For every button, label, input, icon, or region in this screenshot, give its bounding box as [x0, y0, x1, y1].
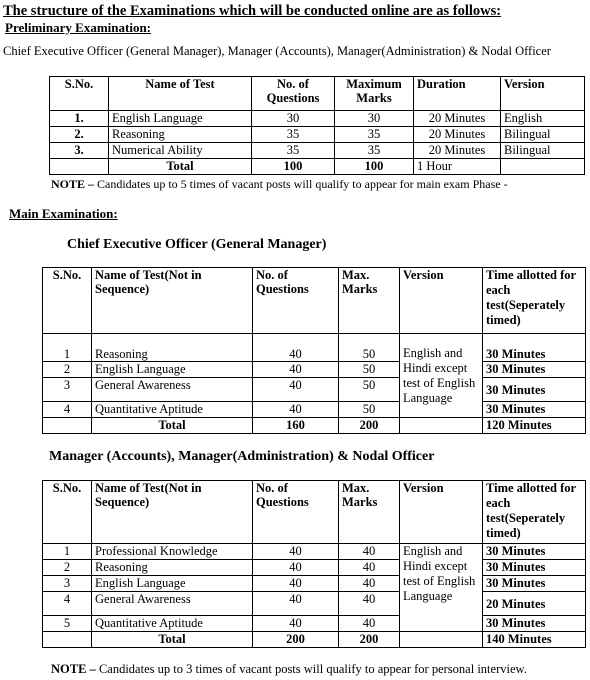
table-total-row: [43, 418, 586, 434]
total-version: [501, 159, 585, 175]
table-row: [43, 334, 586, 362]
row-name: Professional Knowledge: [92, 544, 253, 560]
page-title-text: The structure of the Examinations which will be conducted online are as follows: [3, 3, 497, 19]
row-name: Quantitative Aptitude: [92, 616, 253, 632]
row-duration: 20 Minutes: [414, 127, 501, 143]
total-spacer: [50, 159, 109, 175]
table-total-row: [43, 632, 586, 648]
header-version: Version: [400, 268, 483, 334]
prelim-note-text: Candidates up to 5 times of vacant posts will qualify to appear for main exam Phase -: [94, 177, 508, 191]
row-questions: 40: [253, 592, 339, 616]
row-marks: 50: [339, 362, 400, 378]
table-row: [43, 402, 586, 418]
header-marks: Max. Marks: [339, 481, 400, 544]
prelim-posts: Chief Executive Officer (General Manager), Manager (Accounts), Manager(Administration) & Nodal Officer: [3, 44, 551, 58]
row-time: 30 Minutes: [483, 334, 586, 362]
header-name: Name of Test: [109, 77, 252, 111]
version-cell: English and Hindi except test of English Language: [400, 544, 483, 632]
header-time: Time allotted for each test(Seperately timed): [483, 481, 586, 544]
row-marks: 35: [335, 127, 414, 143]
row-marks: 40: [339, 560, 400, 576]
total-marks: 200: [339, 632, 400, 648]
table-row: [43, 560, 586, 576]
row-questions: 40: [253, 402, 339, 418]
manager-heading: Manager (Accounts), Manager(Administration) & Nodal Officer: [49, 449, 435, 464]
table-header-row: [43, 481, 586, 544]
row-sno: 2.: [50, 127, 109, 143]
row-name: Quantitative Aptitude: [92, 402, 253, 418]
row-name: Numerical Ability: [109, 143, 252, 159]
header-name: Name of Test(Not in Sequence): [92, 268, 253, 334]
row-marks: 40: [339, 616, 400, 632]
row-sno: 1: [43, 544, 92, 560]
row-version: Bilingual: [501, 143, 585, 159]
table-row: [43, 362, 586, 378]
header-version: Version: [400, 481, 483, 544]
table-header-row: [43, 268, 586, 334]
row-sno: 3: [43, 576, 92, 592]
row-time: 30 Minutes: [483, 544, 586, 560]
table-row: [50, 143, 585, 159]
header-sno: S.No.: [43, 481, 92, 544]
main-note-label: NOTE –: [51, 662, 96, 676]
total-label: Total: [109, 159, 252, 175]
row-name: General Awareness: [92, 592, 253, 616]
table-row: [43, 576, 586, 592]
row-sno: 1.: [50, 111, 109, 127]
total-marks: 200: [339, 418, 400, 434]
row-questions: 40: [253, 560, 339, 576]
row-questions: 35: [252, 127, 335, 143]
row-questions: 40: [253, 544, 339, 560]
row-name: English Language: [92, 576, 253, 592]
total-questions: 160: [253, 418, 339, 434]
prelim-note-label: NOTE –: [51, 177, 95, 191]
row-questions: 40: [253, 334, 339, 362]
row-marks: 30: [335, 111, 414, 127]
table-row: [43, 616, 586, 632]
row-time: 30 Minutes: [483, 378, 586, 402]
table-row: [50, 111, 585, 127]
total-spacer: [43, 632, 92, 648]
table-row: [50, 127, 585, 143]
header-questions: No. of Questions: [253, 481, 339, 544]
row-sno: 4: [43, 592, 92, 616]
total-time: 120 Minutes: [483, 418, 586, 434]
total-marks: 100: [335, 159, 414, 175]
row-questions: 40: [253, 362, 339, 378]
row-marks: 35: [335, 143, 414, 159]
total-questions: 100: [252, 159, 335, 175]
row-name: Reasoning: [109, 127, 252, 143]
header-sno: S.No.: [43, 268, 92, 334]
total-time: 140 Minutes: [483, 632, 586, 648]
main-note: [51, 662, 527, 677]
row-sno: 4: [43, 402, 92, 418]
row-sno: 3.: [50, 143, 109, 159]
row-time: 30 Minutes: [483, 576, 586, 592]
header-questions: No. of Questions: [252, 77, 335, 111]
header-questions: No. of Questions: [253, 268, 339, 334]
table-total-row: [50, 159, 585, 175]
row-sno: 3: [43, 378, 92, 402]
row-questions: 40: [253, 616, 339, 632]
row-marks: 50: [339, 378, 400, 402]
header-version: Version: [501, 77, 585, 111]
row-marks: 40: [339, 544, 400, 560]
manager-table: [42, 480, 586, 648]
row-sno: 2: [43, 362, 92, 378]
row-sno: 2: [43, 560, 92, 576]
header-sno: S.No.: [50, 77, 109, 111]
row-marks: 40: [339, 592, 400, 616]
row-time: 30 Minutes: [483, 616, 586, 632]
row-marks: 50: [339, 334, 400, 362]
row-name: Reasoning: [92, 560, 253, 576]
row-name: English Language: [92, 362, 253, 378]
total-spacer: [43, 418, 92, 434]
row-sno: 1: [43, 334, 92, 362]
row-name: English Language: [109, 111, 252, 127]
main-heading: Main Examination:: [9, 206, 118, 221]
prelim-note: [51, 177, 508, 192]
header-marks: Max. Marks: [339, 268, 400, 334]
ceo-table: [42, 267, 586, 434]
row-time: 20 Minutes: [483, 592, 586, 616]
row-name: Reasoning: [92, 334, 253, 362]
row-duration: 20 Minutes: [414, 143, 501, 159]
table-header-row: [50, 77, 585, 111]
row-version: English: [501, 111, 585, 127]
row-questions: 40: [253, 576, 339, 592]
prelim-heading: Preliminary Examination:: [5, 20, 152, 35]
row-version: Bilingual: [501, 127, 585, 143]
version-cell: English and Hindi except test of English Language: [400, 334, 483, 418]
ceo-heading: Chief Executive Officer (General Manager): [67, 237, 327, 252]
total-version: [400, 418, 483, 434]
page-title-colon: :: [496, 3, 502, 19]
header-time: Time allotted for each test(Seperately timed): [483, 268, 586, 334]
row-time: 30 Minutes: [483, 362, 586, 378]
total-label: Total: [92, 418, 253, 434]
table-row: [43, 378, 586, 402]
row-questions: 35: [252, 143, 335, 159]
row-time: 30 Minutes: [483, 560, 586, 576]
table-row: [43, 592, 586, 616]
row-duration: 20 Minutes: [414, 111, 501, 127]
header-name: Name of Test(Not in Sequence): [92, 481, 253, 544]
total-label: Total: [92, 632, 253, 648]
total-questions: 200: [253, 632, 339, 648]
header-duration: Duration: [414, 77, 501, 111]
total-version: [400, 632, 483, 648]
row-time: 30 Minutes: [483, 402, 586, 418]
table-row: [43, 544, 586, 560]
row-sno: 5: [43, 616, 92, 632]
header-marks: Maximum Marks: [335, 77, 414, 111]
row-marks: 40: [339, 576, 400, 592]
row-questions: 40: [253, 378, 339, 402]
total-duration: 1 Hour: [414, 159, 501, 175]
row-name: General Awareness: [92, 378, 253, 402]
row-marks: 50: [339, 402, 400, 418]
row-questions: 30: [252, 111, 335, 127]
prelim-table: [49, 76, 585, 175]
page-title: [3, 3, 501, 20]
main-note-text: Candidates up to 3 times of vacant posts will qualify to appear for personal interview.: [95, 662, 527, 676]
